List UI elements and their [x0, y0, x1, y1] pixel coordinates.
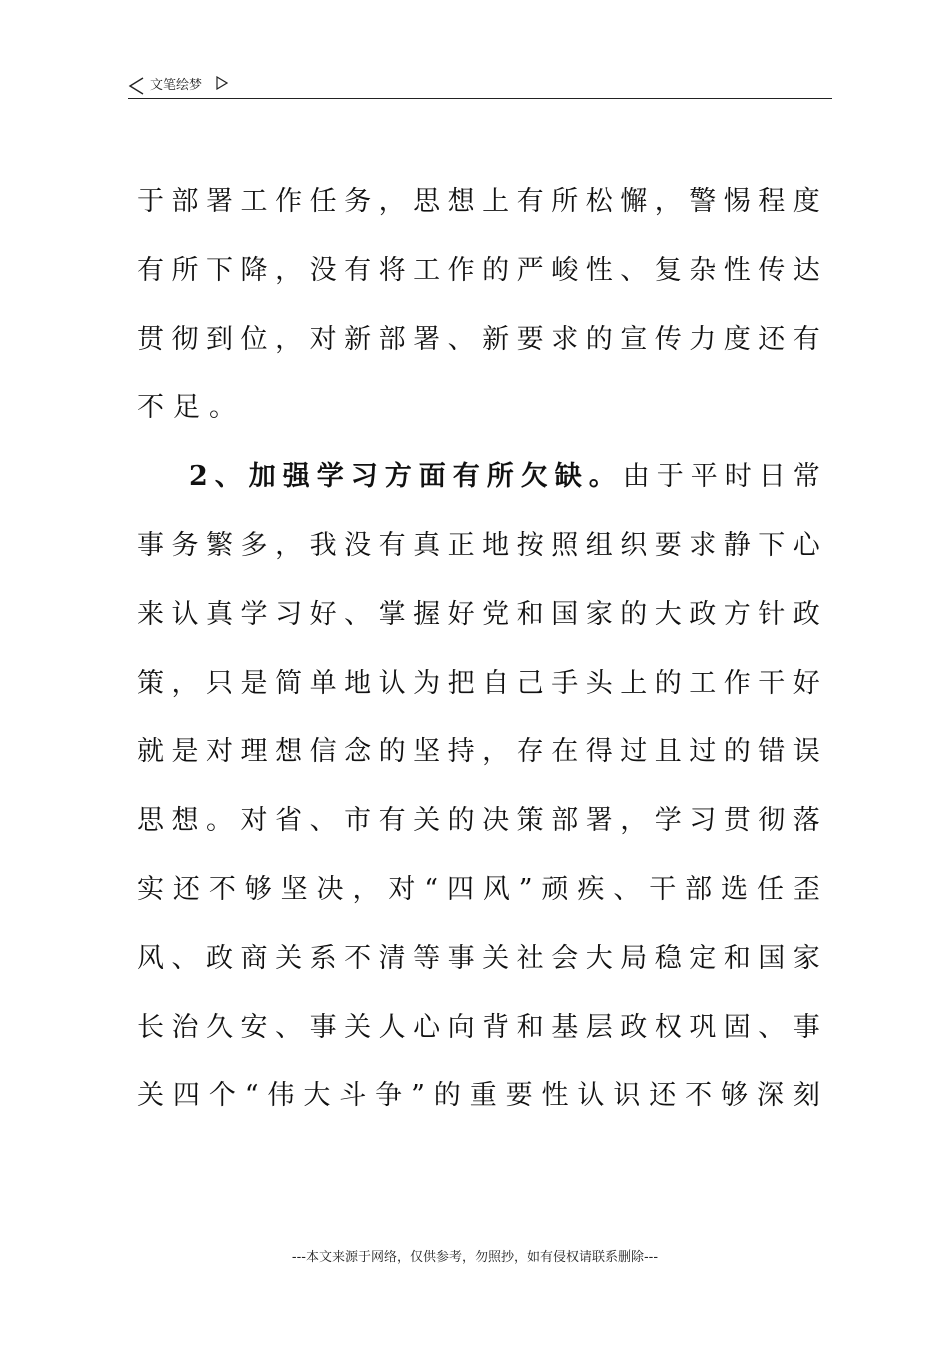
- text-line: 思 想 。 对 省 、 市 有 关 的 决 策 部 署 ， 学 习 贯 彻 落: [137, 805, 820, 837]
- header-title: 文笔绘梦: [150, 78, 203, 93]
- document-body: [137, 180, 820, 1143]
- triangle-left-icon: [128, 77, 146, 95]
- text-line: 贯 彻 到 位 ， 对 新 部 署 、 新 要 求 的 宣 传 力 度 还 有: [137, 323, 820, 355]
- text-line: 事 务 繁 多 ， 我 没 有 真 正 地 按 照 组 织 要 求 静 下 心: [137, 529, 820, 561]
- text-line: 于 部 署 工 作 任 务 ， 思 想 上 有 所 松 懈 ， 警 惕 程 度: [137, 186, 820, 217]
- text-line: 就 是 对 理 想 信 念 的 坚 持 ， 存 在 得 过 且 过 的 错 误: [137, 736, 820, 768]
- page-header: [128, 74, 832, 99]
- text-line: 不足。: [137, 392, 245, 424]
- triangle-right-icon: [216, 76, 228, 90]
- paragraph-heading-line: 2 、 加 强 学 习 方 面 有 所 欠 缺 。 由 于 平 时 日 常: [189, 461, 820, 493]
- footer-disclaimer: ---本文来源于网络，仅供参考，勿照抄，如有侵权请联系删除---: [291, 1250, 659, 1265]
- text-line: 实 还 不 够 坚 决 ， 对 “ 四 风 ” 顽 疾 、 干 部 选 任 歪: [137, 873, 820, 905]
- text-line: 有 所 下 降 ， 没 有 将 工 作 的 严 峻 性 、 复 杂 性 传 达: [137, 254, 820, 286]
- text-line: 长 治 久 安 、 事 关 人 心 向 背 和 基 层 政 权 巩 固 、 事: [137, 1011, 820, 1043]
- text-line: 风 、 政 商 关 系 不 清 等 事 关 社 会 大 局 稳 定 和 国 家: [137, 942, 820, 974]
- text-line: 策 ， 只 是 简 单 地 认 为 把 自 己 手 头 上 的 工 作 干 好: [137, 667, 820, 699]
- text-line: 关 四 个 “ 伟 大 斗 争 ” 的 重 要 性 认 识 还 不 够 深 刻: [137, 1080, 820, 1112]
- text-line: 来 认 真 学 习 好 、 掌 握 好 党 和 国 家 的 大 政 方 针 政: [137, 598, 820, 630]
